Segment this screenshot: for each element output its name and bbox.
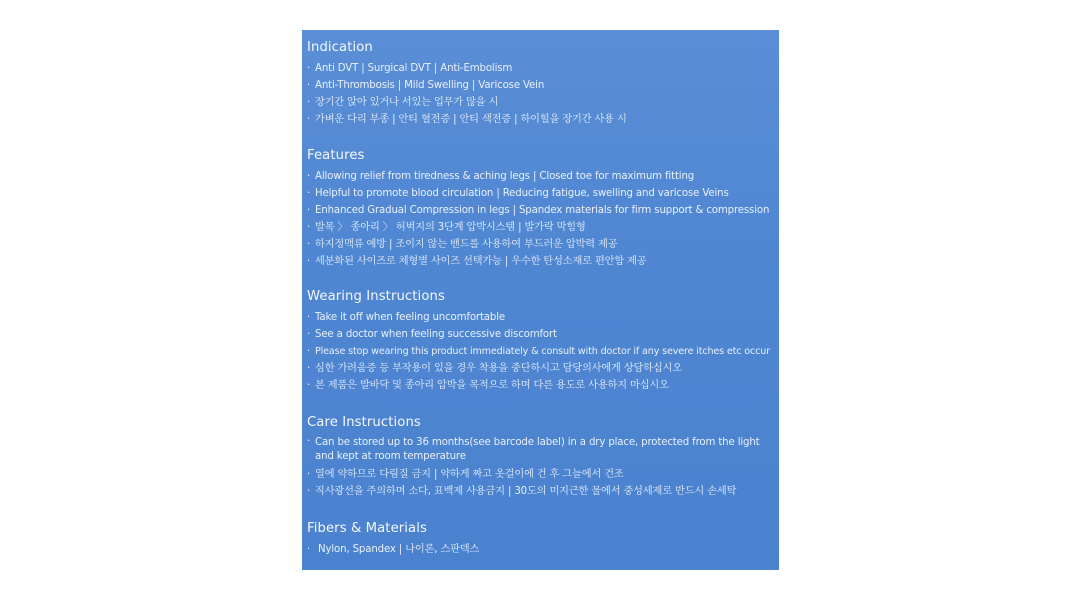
list-item: · 심한 가려움증 등 부작용이 있을 경우 착용을 중단하시고 담당의사에게 상담하십시오 xyxy=(307,360,773,377)
list-item: · 발목 〉 종아리 〉 허벅지의 3단계 압박시스템 | 발가락 막힘형 xyxy=(307,219,773,236)
list-item: · Helpful to promote blood circulation | Reducing fatigue, swelling and varicose Veins xyxy=(307,185,773,202)
list-item: · 열에 약하므로 다림질 금지 | 약하게 짜고 옷걸이에 건 후 그늘에서 건조 xyxy=(307,466,773,483)
list-item: · 장기간 앉아 있거나 서있는 업무가 많을 시 xyxy=(307,94,773,111)
section-indication xyxy=(307,40,773,128)
section-heading: Features xyxy=(307,148,365,163)
section-fibers-materials xyxy=(307,521,773,558)
list-item: · 본 제품은 발바닥 및 종아리 압박을 목적으로 하며 다른 용도로 사용하지 마십시오 xyxy=(307,377,773,394)
label-panel xyxy=(302,30,779,570)
list-item: · Anti DVT | Surgical DVT | Anti-Embolism xyxy=(307,60,773,77)
list-item: · 가벼운 다리 부종 | 안티 혈전증 | 안티 색전증 | 하이힐을 장기간 사용 시 xyxy=(307,111,773,128)
list-item: · Anti-Thrombosis | Mild Swelling | Varicose Vein xyxy=(307,77,773,94)
section-heading: Fibers & Materials xyxy=(307,521,427,536)
list-item: · 세분화된 사이즈로 체형별 사이즈 선택가능 | 우수한 탄성소재로 편안함 제공 xyxy=(307,253,773,270)
section-care-instructions xyxy=(307,415,773,500)
section-heading: Wearing Instructions xyxy=(307,289,445,304)
list-item: · Allowing relief from tiredness & aching legs | Closed toe for maximum fitting xyxy=(307,168,773,185)
list-item: · 하지정맥류 예방 | 조이지 않는 밴드를 사용하여 부드러운 압박력 제공 xyxy=(307,236,773,253)
list-item: · Please stop wearing this product immediately & consult with doctor if any severe itches etc occur xyxy=(307,343,773,360)
section-heading: Care Instructions xyxy=(307,415,421,430)
list-item: · Can be stored up to 36 months(see barcode label) in a dry place, protected from the light and kept at room temperature xyxy=(307,435,773,466)
list-item: · Take it off when feeling uncomfortable xyxy=(307,309,773,326)
list-item: · 직사광선을 주의하며 소다, 표백제 사용금지 | 30도의 미지근한 물에서 중성세제로 반드시 손세탁 xyxy=(307,483,773,500)
list-item: · See a doctor when feeling successive discomfort xyxy=(307,326,773,343)
list-item: · Nylon, Spandex | 나이론, 스판덱스 xyxy=(307,541,773,558)
section-features xyxy=(307,148,773,270)
section-wearing-instructions xyxy=(307,289,773,394)
list-item: · Enhanced Gradual Compression in legs | Spandex materials for firm support & compression xyxy=(307,202,773,219)
section-heading: Indication xyxy=(307,40,373,55)
